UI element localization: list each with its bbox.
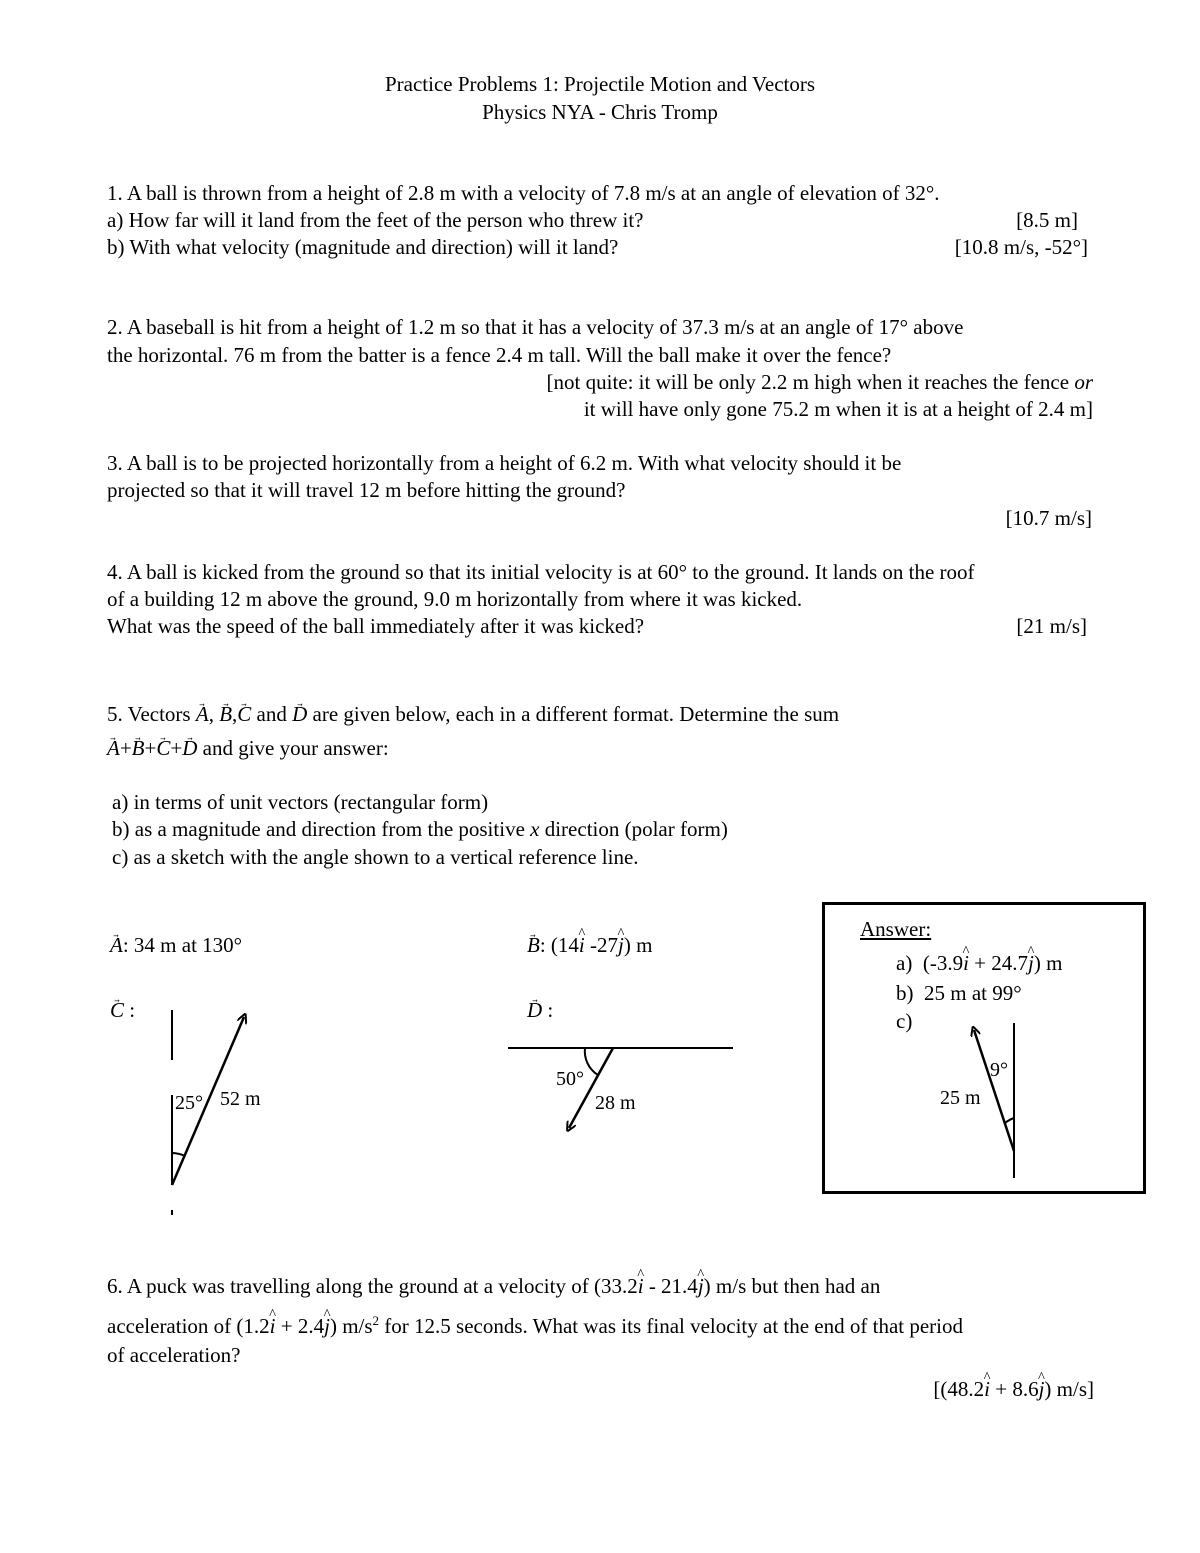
problem-6-ans-pre: [(48.2 [933,1377,985,1401]
colon: : [547,998,554,1022]
vector-b-symbol: → B [527,935,540,956]
vector-c-magnitude: 52 m [220,1088,261,1110]
answer-a [896,953,1062,974]
problem-2-answer-or: or [1074,370,1093,394]
plus-sign: + [144,736,157,760]
problem-6-l1-mid: - 21.4 [643,1274,698,1298]
angle-arc [172,1153,185,1156]
problem-5-line1 [107,704,839,725]
problem-5b-x: x [530,817,540,841]
unit-i: ^ i [984,1379,990,1400]
unit-i: ^ i [963,953,969,974]
vector-c-symbol: → C [110,1000,124,1021]
problem-6-l1-post: ) m/s but then had an [703,1274,881,1298]
vector-a-symbol: → A [107,738,120,759]
page-subtitle: Physics NYA - Chris Tromp [482,100,718,124]
problem-6-ans-mid: + 8.6 [989,1377,1039,1401]
angle-arc [585,1048,598,1075]
vector-c-label [110,1000,135,1021]
problem-4-line3: What was the speed of the ball immediately after it was kicked? [107,614,645,638]
problem-2-answer-1-text: [not quite: it will be only 2.2 m high when it reaches the fence [546,370,1070,394]
problem-5-rest1: are given below, each in a different format. Determine the sum [312,702,840,726]
problem-1-text: 1. A ball is thrown from a height of 2.8 m with a velocity of 7.8 m/s at an angle of elevation of 32°. [107,181,940,205]
and-word: and [256,702,287,726]
colon: : [129,998,136,1022]
problem-4-line1: 4. A ball is kicked from the ground so that its initial velocity is at 60° to the ground. It lands on the roof [107,560,975,584]
vector-d-diagram [505,1035,740,1135]
answer-a-label: a) [896,951,913,975]
separator: , [232,702,238,726]
problem-2-answer-1 [547,372,1093,393]
problem-1b-answer: [10.8 m/s, -52°] [954,235,1088,259]
problem-6-line3: of acceleration? [107,1343,241,1367]
problem-6-answer [933,1379,1094,1400]
vector-b-post: ) m [623,933,653,957]
answer-a-post: ) m [1033,951,1063,975]
problem-6-ans-post: ) m/s] [1044,1377,1094,1401]
problem-2-line2: the horizontal. 76 m from the batter is a fence 2.4 m tall. Will the ball make it over the fence? [107,343,892,367]
vector-a-symbol: → A [110,935,123,956]
unit-j: ^ j [1028,953,1034,974]
unit-j: ^ j [324,1316,330,1337]
vector-a-definition [110,935,242,956]
vector-c-angle: 25° [175,1092,203,1114]
problem-6-l2-post: ) m/s [329,1314,373,1338]
problem-5c: c) as a sketch with the angle shown to a vertical reference line. [112,845,639,869]
answer-b-value: 25 m at 99° [924,981,1022,1005]
answer-c-label: c) [896,1009,913,1033]
problem-2-answer-2: it will have only gone 75.2 m when it is at a height of 2.4 m] [583,397,1093,421]
problem-6-l2-pre: acceleration of (1.2 [107,1314,270,1338]
answer-b [896,983,1022,1004]
separator: , [208,702,214,726]
problem-5-line2 [107,738,389,759]
plus-sign: + [170,736,183,760]
problem-6-l2-mid: + 2.4 [275,1314,325,1338]
vector-b-definition [527,935,652,956]
page-title: Practice Problems 1: Projectile Motion and Vectors [384,72,816,96]
problem-1b: b) With what velocity (magnitude and direction) will it land? [107,235,619,259]
answer-a-mid: + 24.7 [968,951,1029,975]
vector-b-mid: -27 [584,933,618,957]
vector-d-magnitude: 28 m [595,1092,636,1114]
problem-5a: a) in terms of unit vectors (rectangular form) [112,790,489,814]
problem-3-answer: [10.7 m/s] [1005,506,1092,530]
vector-d-symbol: → D [182,738,197,759]
problem-1a: a) How far will it land from the feet of the person who threw it? [107,208,644,232]
problem-3-line2: projected so that it will travel 12 m before hitting the ground? [107,478,626,502]
problem-6-l2-rest: for 12.5 seconds. What was its final velocity at the end of that period [379,1314,964,1338]
vector-d-symbol: → D [292,704,307,725]
unit-i: ^ i [270,1316,276,1337]
problem-5b-post: direction (polar form) [544,817,728,841]
problem-3-line1: 3. A ball is to be projected horizontally from a height of 6.2 m. With what velocity should it be [107,451,902,475]
problem-6-line1 [107,1276,880,1297]
unit-j: ^ j [698,1276,704,1297]
problem-6-l1-pre: 6. A puck was travelling along the ground at a velocity of (33.2 [107,1274,638,1298]
vector-a-symbol: → A [196,704,209,725]
problem-5-num: 5. Vectors [107,702,191,726]
vector-b-symbol: → B [219,704,232,725]
vector-c-symbol: → C [156,738,170,759]
problem-5b [112,819,728,840]
answer-sketch-magnitude: 25 m [940,1087,981,1109]
vector-d-angle: 50° [556,1068,584,1090]
problem-4-line2: of a building 12 m above the ground, 9.0 m horizontally from where it was kicked. [107,587,803,611]
unit-i: ^ i [638,1276,644,1297]
plus-sign: + [119,736,132,760]
vector-c-symbol: → C [237,704,251,725]
vector-a-value: : 34 m at 130° [122,933,243,957]
vector-b-pre: : (14 [539,933,579,957]
vector-d-symbol: → D [527,1000,542,1021]
unit-j: ^ j [618,935,624,956]
vector-b-symbol: → B [132,738,145,759]
problem-1a-answer: [8.5 m] [1016,208,1078,232]
vector-c-diagram [150,1005,290,1220]
problem-5b-pre: b) as a magnitude and direction from the positive [112,817,525,841]
problem-6-line2 [107,1314,963,1337]
superscript-2: 2 [372,1313,380,1328]
unit-j: ^ j [1039,1379,1045,1400]
problem-5-rest2: and give your answer: [202,736,389,760]
problem-2-line1: 2. A baseball is hit from a height of 1.2 m so that it has a velocity of 37.3 m/s at an angle of 17° above [107,315,964,339]
answer-b-label: b) [896,981,914,1005]
answer-sketch [930,1018,1040,1183]
unit-i: ^ i [579,935,585,956]
problem-4-answer: [21 m/s] [1016,614,1087,638]
answer-heading: Answer: [860,917,932,941]
angle-arc [1005,1118,1014,1123]
vector-d-label [527,1000,553,1021]
answer-a-pre: (-3.9 [922,951,964,975]
answer-sketch-angle: 9° [990,1059,1008,1081]
